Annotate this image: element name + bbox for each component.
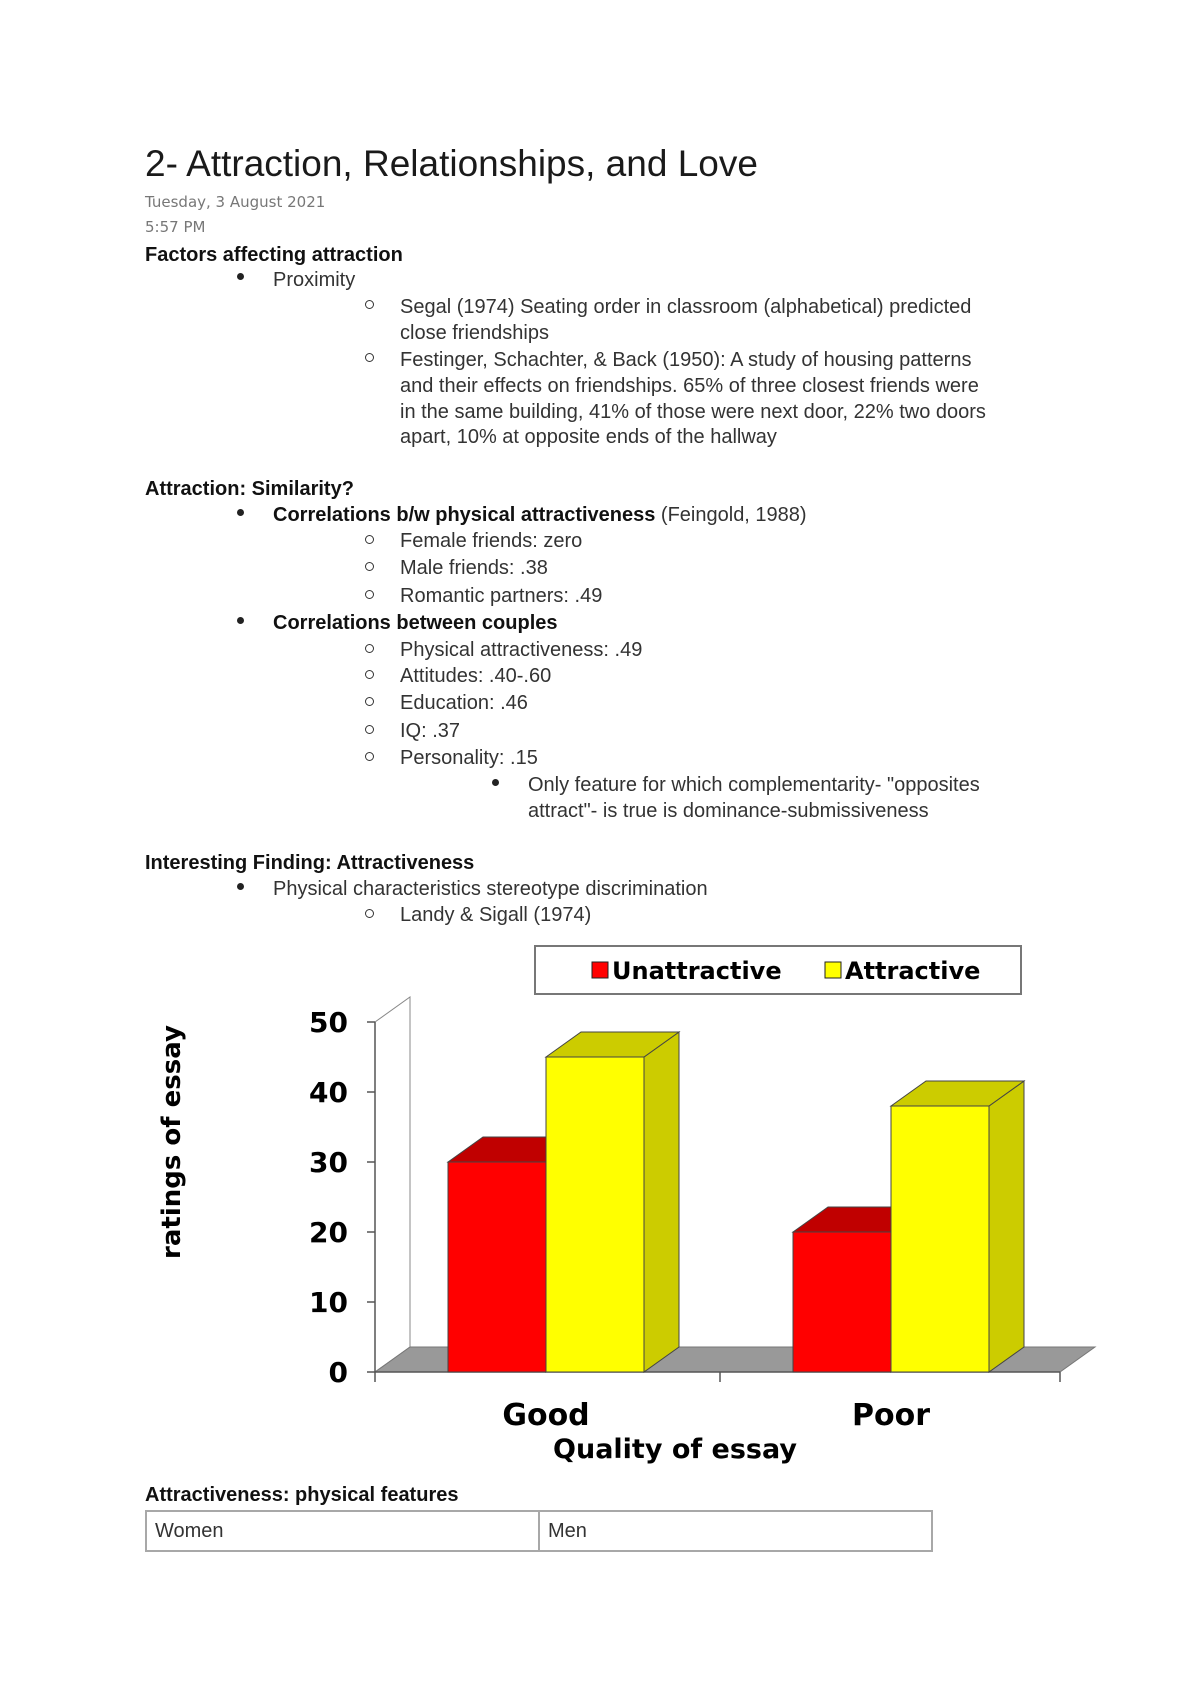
list-item: Male friends: .38 bbox=[400, 557, 548, 579]
list-item: close friendships bbox=[400, 322, 549, 344]
list-item: Segal (1974) Seating order in classroom (alphabetical) predicted bbox=[400, 296, 972, 318]
chart-back-wall bbox=[375, 997, 410, 1372]
bar-attractive-poor bbox=[891, 1106, 989, 1372]
list-item: Female friends: zero bbox=[400, 530, 583, 552]
table-header-women: Women bbox=[147, 1512, 540, 1550]
y-tick-label: 30 bbox=[309, 1146, 348, 1179]
list-item: Education: .46 bbox=[400, 692, 528, 714]
bold-label: Correlations b/w physical attractiveness bbox=[273, 504, 656, 526]
section-heading-physical: Attractiveness: physical features bbox=[145, 1484, 459, 1506]
legend-swatch-attractive bbox=[825, 962, 841, 978]
y-tick-label: 0 bbox=[328, 1356, 348, 1389]
bar-unattractive-good bbox=[448, 1162, 546, 1372]
list-item: Romantic partners: .49 bbox=[400, 585, 603, 607]
legend-swatch-unattractive bbox=[592, 962, 608, 978]
bullet-proximity: Proximity bbox=[273, 269, 356, 291]
bar-side bbox=[644, 1032, 679, 1372]
y-tick-label: 40 bbox=[309, 1076, 348, 1109]
list-item: IQ: .37 bbox=[400, 720, 461, 742]
y-tick-label: 20 bbox=[309, 1216, 348, 1249]
y-tick-label: 50 bbox=[309, 1006, 348, 1039]
bullet-correlations-couples: Correlations between couples bbox=[273, 612, 558, 634]
date: Tuesday, 3 August 2021 bbox=[145, 193, 326, 211]
list-item: Festinger, Schachter, & Back (1950): A study of housing patterns bbox=[400, 349, 972, 371]
list-item: Landy & Sigall (1974) bbox=[400, 904, 592, 926]
bar-attractive-good bbox=[546, 1057, 644, 1372]
x-category-label: Good bbox=[502, 1398, 590, 1433]
bar-side bbox=[989, 1081, 1024, 1372]
list-item: Attitudes: .40-.60 bbox=[400, 665, 552, 687]
list-item: apart, 10% at opposite ends of the hallway bbox=[400, 426, 777, 448]
list-item: Physical attractiveness: .49 bbox=[400, 639, 643, 661]
bullet-discrimination: Physical characteristics stereotype discrimination bbox=[273, 878, 708, 900]
legend-label-unattractive: Unattractive bbox=[612, 957, 782, 985]
page-title: 2- Attraction, Relationships, and Love bbox=[145, 143, 758, 184]
x-axis-title: Quality of essay bbox=[553, 1434, 797, 1465]
citation: (Feingold, 1988) bbox=[655, 504, 807, 526]
list-item-note: attract"- is true is dominance-submissiveness bbox=[528, 800, 929, 822]
y-tick-label: 10 bbox=[309, 1286, 348, 1319]
table-header-men: Men bbox=[548, 1520, 587, 1542]
bar-unattractive-poor bbox=[793, 1232, 891, 1372]
section-heading-factors: Factors affecting attraction bbox=[145, 244, 403, 266]
section-heading-finding: Interesting Finding: Attractiveness bbox=[145, 852, 475, 874]
list-item: in the same building, 41% of those were next door, 22% two doors bbox=[400, 401, 986, 423]
section-heading-similarity: Attraction: Similarity? bbox=[145, 478, 354, 500]
time: 5:57 PM bbox=[145, 218, 206, 236]
legend-label-attractive: Attractive bbox=[845, 957, 981, 985]
y-axis-title: ratings of essay bbox=[157, 1025, 187, 1259]
list-item: and their effects on friendships. 65% of three closest friends were bbox=[400, 375, 979, 397]
list-item: Personality: .15 bbox=[400, 747, 538, 769]
x-category-label: Poor bbox=[851, 1398, 931, 1433]
list-item-note: Only feature for which complementarity- "opposites bbox=[528, 774, 980, 796]
features-table bbox=[145, 1510, 933, 1552]
